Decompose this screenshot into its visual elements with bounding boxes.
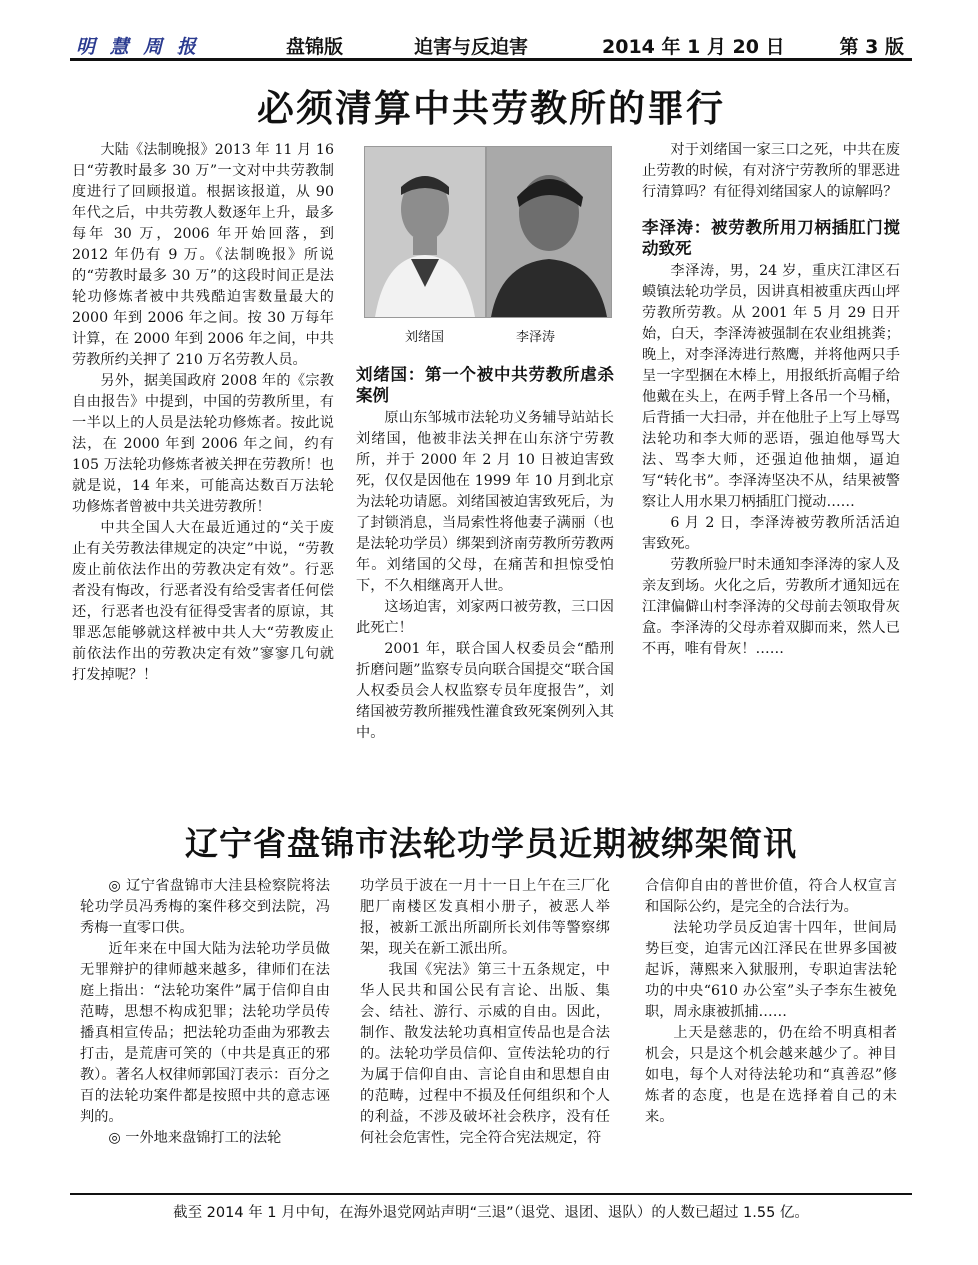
portrait-icon — [365, 147, 485, 317]
article1-column-2 — [356, 356, 614, 744]
footer-note: 截至 2014 年 1 月中旬，在海外退党网站声明“三退”（退党、退团、退队）的人数已超过 1.55 亿。 — [173, 1205, 809, 1221]
photo-li-zetao — [486, 146, 612, 318]
masthead-rule — [70, 58, 912, 61]
paragraph: 劳教所验尸时未通知李泽涛的家人及亲友到场。火化之后，劳教所才通知远在江津偏僻山村李泽涛的父母前去领取骨灰盒。李泽涛的父母赤着双脚而来，然人已不再，唯有骨灰！…… — [642, 557, 900, 657]
paragraph: 我国《宪法》第三十五条规定，中华人民共和国公民有言论、出版、集会、结社、游行、示威的自由。因此，制作、散发法轮功真相宣传品也是合法的。法轮功学员信仰、宣传法轮功的行为属于信仰自由、言论自由和思想自由的范畴，过程中不损及任何组织和个人的利益，不涉及破坏社会秩序，没有任何社会危害性，完全符合宪法规定，符 — [360, 962, 610, 1146]
paragraph: 这场迫害，刘家两口被劳教，三口因此死亡！ — [356, 599, 614, 636]
subheading-liu-xuguo: 刘绪国：第一个被中共劳教所虐杀案例 — [356, 365, 614, 405]
paragraph: 6 月 2 日，李泽涛被劳教所活活迫害致死。 — [642, 515, 900, 552]
article2-column-3 — [645, 876, 897, 1128]
photo-caption-left: 刘绪国 — [405, 330, 445, 345]
paragraph: 对于刘绪国一家三口之死，中共在废止劳教的时候，有对济宁劳教所的罪恶进行清算吗？有征得刘绪国家人的谅解吗？ — [642, 142, 900, 200]
portrait-icon — [487, 147, 611, 317]
paragraph-text: 一外地来盘锦打工的法轮 — [125, 1130, 282, 1146]
photo-caption-right: 李泽涛 — [516, 330, 556, 345]
paragraph: 功学员于波在一月十一日上午在三厂化肥厂南楼区发真相小册子，被恶人举报，被新工派出所副所长刘伟等警察绑架，现关在新工派出所。 — [360, 878, 610, 957]
paragraph: 2001 年，联合国人权委员会“酷刑折磨问题”监察专员向联合国提交“联合国人权委员会人权监察专员年度报告”，刘绪国被劳教所摧残性灌食致死案例列入其中。 — [356, 641, 614, 741]
article2-title: 辽宁省盘锦市法轮功学员近期被绑架简讯 — [185, 824, 797, 863]
photo-liu-xuguo — [364, 146, 486, 318]
subheading-li-zetao: 李泽涛：被劳教所用刀柄插肛门搅动致死 — [642, 218, 900, 258]
section-label: 迫害与反迫害 — [414, 36, 529, 58]
paragraph: 合信仰自由的普世价值，符合人权宣言和国际公约，是完全的合法行为。 — [645, 878, 897, 915]
paragraph-text: 辽宁省盘锦市大洼县检察院将法轮功学员冯秀梅的案件移交到法院，冯秀梅一直零口供。 — [80, 878, 330, 936]
article2-column-2 — [360, 876, 610, 1149]
issue-date: 2014 年 1 月 20 日 — [602, 36, 785, 58]
paragraph — [80, 1128, 330, 1149]
footer-rule — [70, 1193, 912, 1195]
paragraph: 李泽涛，男，24 岁，重庆江津区石蟆镇法轮功学员，因讲真相被重庆西山坪劳教所劳教。从 2001 年 5 月 29 日开始，白天，李泽涛被强制在农业组挑粪；晚上，对李泽涛进行熬鹰，并将他两只手呈一字型捆在木棒上，用报纸折高帽子给他戴在头上，在两手臂上各吊一个马桶，后背插一大扫帚，并在他肚子上写上辱骂法轮功和李大师的恶语，强迫他辱骂大法、骂李大师，还强迫他抽烟，逼迫写“转化书”。李泽涛坚决不从，结果被警察让人用水果刀柄插肛门搅动…… — [642, 263, 900, 510]
paragraph: 中共全国人大在最近通过的“关于废止有关劳教法律规定的决定”中说，“劳教废止前依法作出的劳教决定有效”。行恶者没有悔改，行恶者没有给受害者任何偿还，行恶者也没有征得受害者的原谅，其罪恶怎能够就这样被中共人大“劳教废止前依法作出的劳教决定有效”寥寥几句就打发掉呢？！ — [72, 520, 334, 683]
article1-column-3 — [642, 140, 900, 660]
bullet-icon: ◎ — [108, 1130, 121, 1146]
paragraph: 法轮功学员反迫害十四年，世间局势巨变，迫害元凶江泽民在世界多国被起诉，薄熙来入狱服刑，专职迫害法轮功的中央“610 办公室”头子李东生被免职，周永康被抓捕…… — [645, 920, 897, 1020]
newspaper-logo: 明 慧 周 报 — [76, 36, 200, 58]
paragraph: 上天是慈悲的，仍在给不明真相者机会，只是这个机会越来越少了。神目如电，每个人对待法轮功和“真善忍”修炼者的态度，也是在选择着自己的未来。 — [645, 1025, 897, 1125]
paragraph: 原山东邹城市法轮功义务辅导站站长刘绪国，他被非法关押在山东济宁劳教所，并于 2000 年 2 月 10 日被迫害致死，仅仅是因他在 1999 年 10 月到北京为法轮功请愿。刘绪国被迫害致死后，为了封锁消息，当局索性将他妻子满丽（也是法轮功学员）绑架到济南劳教所劳教两年。刘绪国的父母，在痛苦和担惊受怕下，不久相继离开人世。 — [356, 410, 614, 594]
paragraph: 近年来在中国大陆为法轮功学员做无罪辩护的律师越来越多，律师们在法庭上指出：“法轮功案件”属于信仰自由范畴，思想不构成犯罪；法轮功学员传播真相宣传品；把法轮功歪曲为邪教去打击，是荒唐可笑的（中共是真正的邪教）。著名人权律师郭国汀表示：百分之百的法轮功案件都是按照中共的意志诬判的。 — [80, 941, 330, 1125]
masthead — [70, 28, 912, 58]
edition-label: 盘锦版 — [286, 36, 344, 58]
article2-column-1 — [80, 876, 330, 1149]
article1-title: 必须清算中共劳教所的罪行 — [257, 86, 725, 130]
paragraph: 大陆《法制晚报》2013 年 11 月 16 日“劳教时最多 30 万”一文对中共劳教制度进行了回顾报道。根据该报道，从 90 年代之后，中共劳教人数逐年上升，最多每年 30 万，2006 年开始回落，到 2012 年仍有 9 万。《法制晚报》所说的“劳教时最多 30 万”的这段时间正是法轮功修炼者被中共残酷迫害数量最大的 2000 年到 2006 年之间。按 30 万每年计算，在 2000 年到 2006 年之间，中共劳教所约关押了 210 万名劳教人员。 — [72, 142, 334, 368]
paragraph: 另外，据美国政府 2008 年的《宗教自由报告》中提到，中国的劳教所里，有一半以上的人员是法轮功修炼者。按此说法，在 2000 年到 2006 年之间，约有 105 万法轮功修炼者被关押在劳教所！也就是说，14 年来，可能高达数百万法轮功修炼者曾被中共关进劳教所！ — [72, 373, 334, 515]
bullet-icon: ◎ — [108, 878, 122, 894]
article1-column-1 — [72, 140, 334, 686]
page-number: 第 3 版 — [839, 36, 904, 58]
paragraph — [80, 876, 330, 939]
